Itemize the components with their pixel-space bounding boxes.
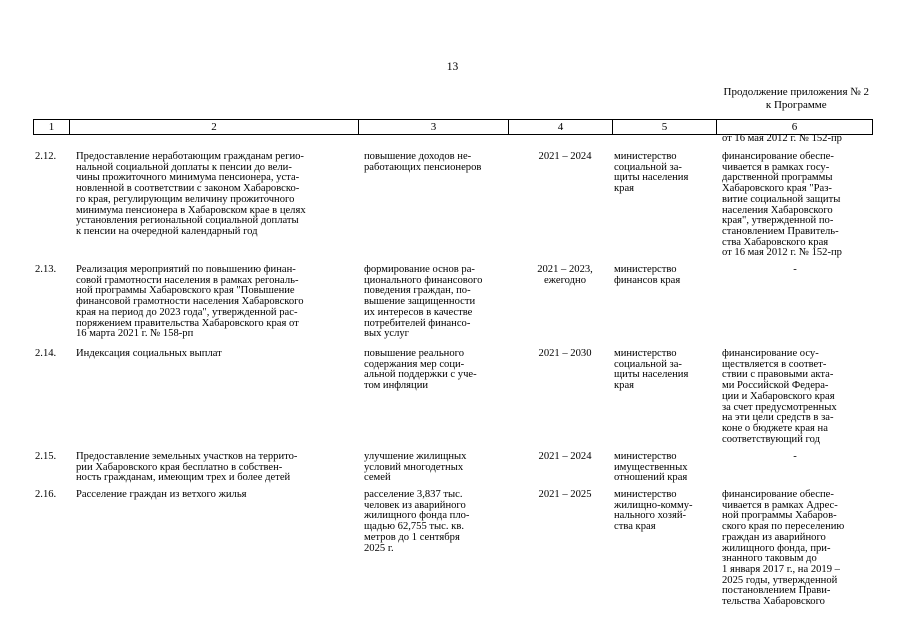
expected-result-line: вышение защищенности bbox=[364, 296, 476, 308]
financing-note-line: постановлением Прави- bbox=[722, 585, 831, 597]
measure-name-line: Предоставление земельных участков на террито- bbox=[76, 451, 298, 462]
measure-name-line: ность гражданам, имеющим трех и более детей bbox=[76, 472, 291, 484]
financing-note-line: жилищного фонда, при- bbox=[722, 542, 831, 554]
row-number: 2.12. bbox=[35, 151, 57, 162]
expected-result-line: том инфляции bbox=[364, 380, 429, 392]
implementation-period-line: 2021 – 2025 bbox=[538, 489, 592, 500]
financing-note-line: граждан из аварийного bbox=[722, 531, 826, 543]
responsible-executor bbox=[614, 452, 714, 484]
responsible-executor-line: имущественных bbox=[614, 461, 688, 473]
financing-note-line: ми Российской Федера- bbox=[722, 380, 829, 392]
responsible-executor-line: социальной за- bbox=[614, 358, 682, 370]
implementation-period bbox=[524, 452, 606, 463]
financing-note-line: ствии с правовыми акта- bbox=[722, 369, 834, 381]
expected-result-line: повышение доходов не- bbox=[364, 151, 472, 162]
responsible-executor-line: края bbox=[614, 183, 635, 195]
measure-name-line: чины прожиточного минимума пенсионера, уста- bbox=[76, 172, 300, 184]
financing-note-line: ского края по переселению bbox=[722, 521, 845, 533]
measure-name-line: рии Хабаровского края бесплатно в собствен- bbox=[76, 461, 283, 473]
responsible-executor-line: финансов края bbox=[614, 274, 681, 286]
financing-note-line: становлением Правитель- bbox=[722, 225, 839, 237]
financing-note bbox=[722, 349, 868, 445]
financing-note-line: ной программы Хабаров- bbox=[722, 510, 837, 522]
implementation-period-line: 2021 – 2023, bbox=[537, 264, 593, 275]
measure-name-line: установления региональной социальной доплаты bbox=[76, 215, 299, 227]
implementation-period-line: ежегодно bbox=[543, 274, 586, 286]
measure-name-line: края на период до 2023 года", утвержденной рас- bbox=[76, 306, 298, 318]
measure-name-line: минимума пенсионера в Хабаровском крае в целях bbox=[76, 204, 306, 216]
implementation-period bbox=[524, 349, 606, 360]
header-col-1: 1 bbox=[33, 120, 70, 134]
measure-name-line: ной программы Хабаровского края "Повышение bbox=[76, 285, 295, 297]
continuation-line-1: Продолжение приложения № 2 bbox=[723, 86, 869, 98]
financing-note-line: коне о бюджете края на bbox=[722, 422, 828, 434]
responsible-executor-line: министерство bbox=[614, 348, 677, 359]
implementation-period-line: 2021 – 2024 bbox=[538, 451, 592, 462]
measure-name-line: к пенсии на очередной календарный год bbox=[76, 225, 258, 237]
implementation-period-line: 2021 – 2030 bbox=[538, 348, 592, 359]
row-number: 2.15. bbox=[35, 451, 57, 462]
expected-result-line: работающих пенсионеров bbox=[364, 161, 482, 173]
expected-result-line: семей bbox=[364, 472, 391, 484]
expected-result-line: человек из аварийного bbox=[364, 499, 466, 511]
expected-result-line: содержания мер соци- bbox=[364, 358, 465, 370]
carryover-text: от 16 мая 2012 г. № 152-пр bbox=[722, 133, 842, 144]
responsible-executor-line: нального хозяй- bbox=[614, 510, 687, 522]
financing-note-line: 1 января 2017 г., на 2019 – bbox=[722, 563, 840, 575]
financing-note-line: за счет предусмотренных bbox=[722, 401, 837, 413]
header-col-2: 2 bbox=[70, 120, 359, 134]
measure-name-line: Индексация социальных выплат bbox=[76, 348, 222, 359]
financing-note bbox=[722, 152, 868, 259]
financing-note-line: чивается в рамках Адрес- bbox=[722, 499, 838, 511]
financing-note-line: 2025 годы, утвержденной bbox=[722, 574, 838, 586]
expected-result-line: вых услуг bbox=[364, 328, 409, 340]
expected-result bbox=[364, 490, 510, 554]
measure-name bbox=[76, 265, 352, 340]
responsible-executor-line: министерство bbox=[614, 264, 677, 275]
expected-result bbox=[364, 265, 510, 340]
expected-result-line: формирование основ ра- bbox=[364, 264, 475, 275]
measure-name-line: Предоставление неработающим гражданам регио- bbox=[76, 151, 304, 162]
expected-result-line: метров до 1 сентября bbox=[364, 531, 460, 543]
financing-note bbox=[722, 265, 868, 276]
row-number: 2.13. bbox=[35, 264, 57, 275]
expected-result-line: условий многодетных bbox=[364, 461, 464, 473]
financing-note bbox=[722, 452, 868, 463]
measure-name-line: совой грамотности населения в рамках регональ- bbox=[76, 274, 299, 286]
measure-name bbox=[76, 349, 352, 360]
responsible-executor-line: ства края bbox=[614, 521, 656, 533]
header-col-6: 6 bbox=[717, 120, 873, 134]
responsible-executor-line: министерство bbox=[614, 151, 677, 162]
responsible-executor-line: жилищно-комму- bbox=[614, 499, 693, 511]
responsible-executor-line: щиты населения bbox=[614, 172, 689, 184]
expected-result bbox=[364, 349, 510, 392]
expected-result-line: 2025 г. bbox=[364, 542, 394, 554]
page-number: 13 bbox=[446, 61, 459, 73]
measure-name-line: Реализация мероприятий по повышению финан- bbox=[76, 264, 296, 275]
responsible-executor-line: министерство bbox=[614, 489, 677, 500]
expected-result-line: жилищного фонда пло- bbox=[364, 510, 470, 522]
responsible-executor-line: министерство bbox=[614, 451, 677, 462]
row-number: 2.14. bbox=[35, 348, 57, 359]
financing-note-line: Хабаровского края "Раз- bbox=[722, 183, 832, 195]
financing-note-line: финансирование обеспе- bbox=[722, 489, 834, 500]
financing-note-line: ства Хабаровского края bbox=[722, 236, 829, 248]
financing-note-line: от 16 мая 2012 г. № 152-пр bbox=[722, 247, 842, 259]
measure-name-line: финансовой грамотности населения Хабаровского bbox=[76, 296, 304, 308]
expected-result-line: ционального финансового bbox=[364, 274, 483, 286]
expected-result-line: расселение 3,837 тыс. bbox=[364, 489, 463, 500]
financing-note-line: края", утвержденной по- bbox=[722, 215, 834, 227]
responsible-executor-line: социальной за- bbox=[614, 161, 682, 173]
financing-note-line: тельства Хабаровского bbox=[722, 596, 825, 608]
measure-name bbox=[76, 152, 352, 238]
financing-note-line: соответствующий год bbox=[722, 433, 820, 445]
expected-result-line: повышение реального bbox=[364, 348, 465, 359]
expected-result-line: поведения граждан, по- bbox=[364, 285, 471, 297]
measure-name bbox=[76, 490, 352, 501]
implementation-period bbox=[524, 265, 606, 286]
header-col-4: 4 bbox=[509, 120, 613, 134]
responsible-executor bbox=[614, 490, 714, 533]
financing-note-line: ции и Хабаровского края bbox=[722, 390, 835, 402]
responsible-executor-line: отношений края bbox=[614, 472, 688, 484]
implementation-period bbox=[524, 490, 606, 501]
financing-note-line: ществляется в соответ- bbox=[722, 358, 827, 370]
expected-result-line: улучшение жилищных bbox=[364, 451, 467, 462]
financing-note-line: знанного таковым до bbox=[722, 553, 817, 565]
financing-note-line: - bbox=[793, 451, 797, 462]
responsible-executor-line: края bbox=[614, 380, 635, 392]
expected-result-line: альной поддержки с уче- bbox=[364, 369, 477, 381]
header-col-5: 5 bbox=[613, 120, 717, 134]
responsible-executor bbox=[614, 349, 714, 392]
expected-result bbox=[364, 152, 510, 173]
row-number: 2.16. bbox=[35, 489, 57, 500]
responsible-executor-line: щиты населения bbox=[614, 369, 689, 381]
financing-note-line: дарственной программы bbox=[722, 172, 833, 184]
measure-name-line: новленной в соответствии с законом Хабаровско- bbox=[76, 183, 300, 195]
expected-result-line: потребителей финансо- bbox=[364, 317, 471, 329]
header-col-3: 3 bbox=[359, 120, 509, 134]
measure-name-line: Расселение граждан из ветхого жилья bbox=[76, 489, 247, 500]
responsible-executor bbox=[614, 152, 714, 195]
continuation-line-2: к Программе bbox=[765, 98, 827, 111]
expected-result bbox=[364, 452, 510, 484]
financing-note-line: на эти цели средств в за- bbox=[722, 412, 834, 424]
responsible-executor bbox=[614, 265, 714, 286]
implementation-period-line: 2021 – 2024 bbox=[538, 151, 592, 162]
measure-name bbox=[76, 452, 352, 484]
financing-note-line: чивается в рамках госу- bbox=[722, 161, 830, 173]
implementation-period bbox=[524, 152, 606, 163]
continuation-note bbox=[724, 86, 869, 111]
measure-name-line: 16 марта 2021 г. № 158-рп bbox=[76, 328, 194, 340]
financing-note bbox=[722, 490, 868, 608]
financing-note-line: - bbox=[793, 264, 797, 275]
expected-result-line: щадью 62,755 тыс. кв. bbox=[364, 521, 464, 533]
financing-note-line: населения Хабаровского bbox=[722, 204, 833, 216]
expected-result-line: их интересов в качестве bbox=[364, 306, 473, 318]
financing-note-line: финансирование осу- bbox=[722, 348, 819, 359]
financing-note-line: витие социальной защиты bbox=[722, 193, 841, 205]
financing-note-line: финансирование обеспе- bbox=[722, 151, 834, 162]
measure-name-line: нальной социальной доплаты к пенсии до вели- bbox=[76, 161, 292, 173]
measure-name-line: го края, регулирующим величину прожиточного bbox=[76, 193, 295, 205]
measure-name-line: поряжением правительства Хабаровского края от bbox=[76, 317, 299, 329]
